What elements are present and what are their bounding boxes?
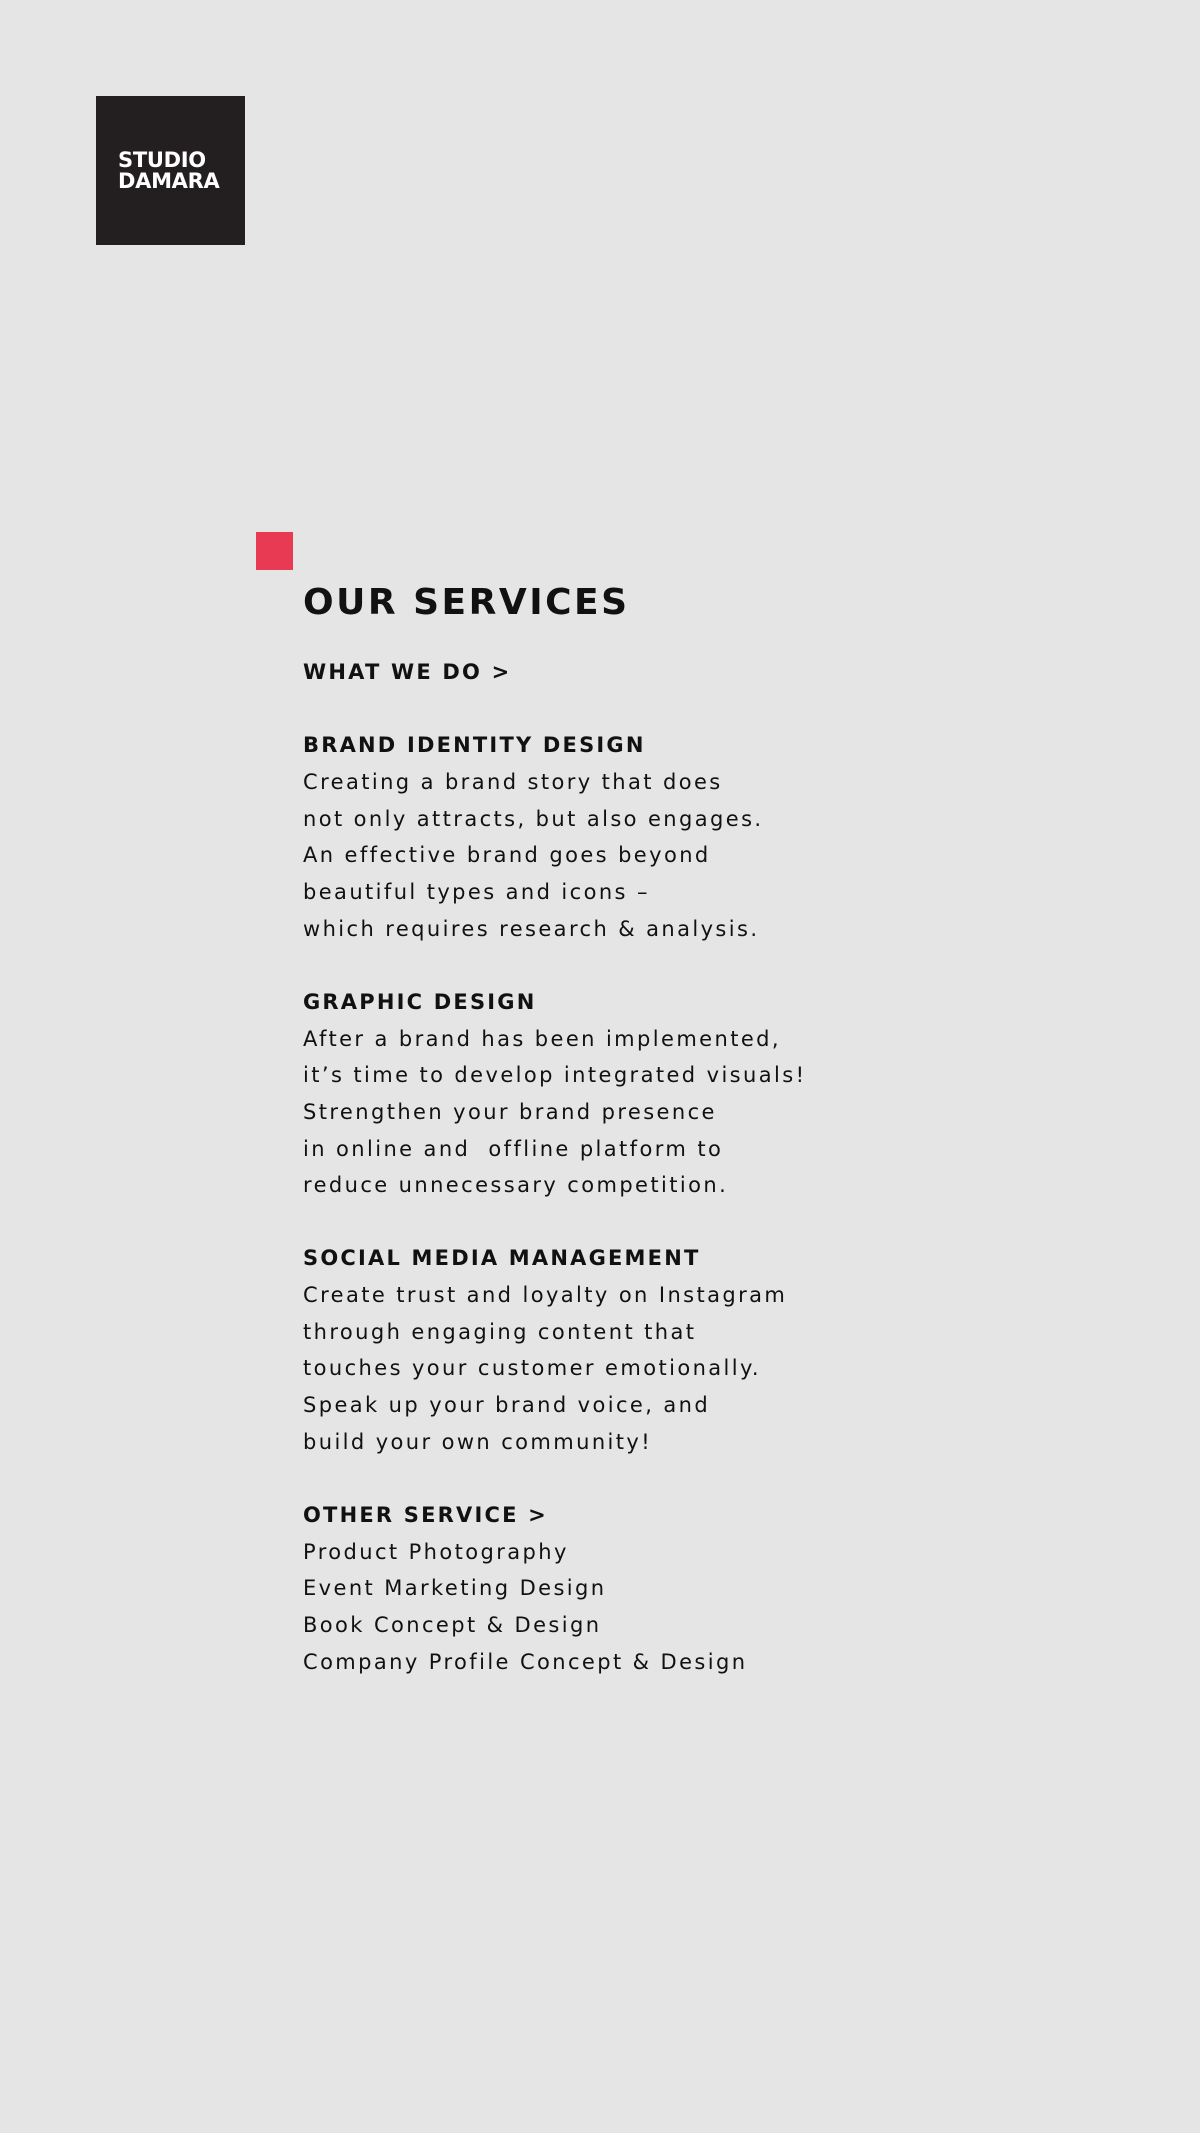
service-description-line: After a brand has been implemented, [303,1026,781,1051]
logo-text-line-2: DAMARA [118,168,220,193]
service-description-line: it’s time to develop integrated visuals! [303,1063,807,1088]
what-we-do-heading: WHAT WE DO > [303,660,512,684]
other-services-heading: OTHER SERVICE > [303,1502,548,1527]
other-service-item: Company Profile Concept & Design [303,1649,748,1674]
page-title: OUR SERVICES [303,582,630,623]
service-description-line: An effective brand goes beyond [303,843,711,868]
accent-square [256,532,293,570]
service-title: BRAND IDENTITY DESIGN [303,733,646,757]
studio-logo [96,96,245,245]
service-description-line: Speak up your brand voice, and [303,1393,711,1418]
service-description-line: which requires research & analysis. [303,916,760,941]
services-content [303,574,1163,1680]
other-service-item: Product Photography [303,1539,569,1564]
service-graphic-design [303,984,1163,1205]
service-title: GRAPHIC DESIGN [303,989,537,1014]
service-description-line: Create trust and loyalty on Instagram [303,1283,788,1308]
service-description-line: Creating a brand story that does [303,770,723,794]
service-brand-identity-design [303,727,1163,948]
service-description-line: beautiful types and icons – [303,880,650,905]
service-description-line: not only attracts, but also engages. [303,806,764,831]
service-description-line: in online and offline platform to [303,1136,724,1161]
service-description-line: through engaging content that [303,1319,697,1344]
service-title: SOCIAL MEDIA MANAGEMENT [303,1246,701,1271]
service-social-media-management [303,1240,1163,1461]
service-description-line: reduce unnecessary competition. [303,1173,729,1198]
service-description-line: Strengthen your brand presence [303,1099,717,1124]
other-service-item: Event Marketing Design [303,1576,607,1601]
other-services [303,1497,1163,1681]
logo-text-line-1: STUDIO [118,147,206,172]
other-service-item: Book Concept & Design [303,1612,602,1637]
service-description-line: build your own community! [303,1429,653,1454]
service-description-line: touches your customer emotionally. [303,1356,761,1381]
